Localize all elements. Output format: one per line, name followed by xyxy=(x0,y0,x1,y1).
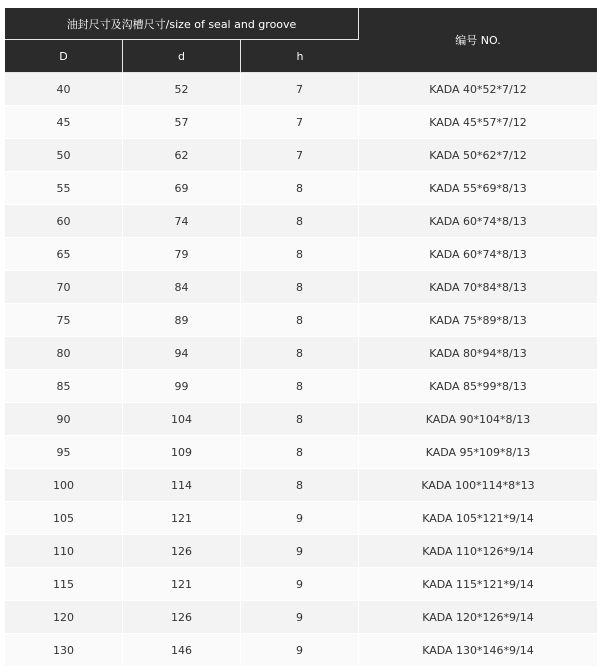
cell-inner-d: 126 xyxy=(123,535,241,568)
table-row xyxy=(5,370,597,403)
cell-h: 8 xyxy=(241,403,359,436)
cell-part-number: KADA 40*52*7/12 xyxy=(359,73,597,106)
cell-h: 9 xyxy=(241,502,359,535)
cell-inner-d: 94 xyxy=(123,337,241,370)
table-row xyxy=(5,271,597,304)
cell-inner-d: 69 xyxy=(123,172,241,205)
cell-part-number: KADA 80*94*8/13 xyxy=(359,337,597,370)
cell-outer-d: 115 xyxy=(5,568,123,601)
cell-h: 7 xyxy=(241,73,359,106)
cell-outer-d: 80 xyxy=(5,337,123,370)
cell-h: 9 xyxy=(241,568,359,601)
cell-outer-d: 70 xyxy=(5,271,123,304)
table-row xyxy=(5,106,597,139)
cell-h: 8 xyxy=(241,172,359,205)
cell-inner-d: 89 xyxy=(123,304,241,337)
cell-inner-d: 104 xyxy=(123,403,241,436)
cell-part-number: KADA 60*74*8/13 xyxy=(359,205,597,238)
cell-inner-d: 57 xyxy=(123,106,241,139)
column-header-part-number: 编号 NO. xyxy=(359,8,597,73)
cell-outer-d: 55 xyxy=(5,172,123,205)
cell-outer-d: 90 xyxy=(5,403,123,436)
cell-outer-d: 40 xyxy=(5,73,123,106)
cell-h: 8 xyxy=(241,337,359,370)
cell-part-number: KADA 130*146*9/14 xyxy=(359,634,597,667)
cell-part-number: KADA 105*121*9/14 xyxy=(359,502,597,535)
cell-part-number: KADA 75*89*8/13 xyxy=(359,304,597,337)
table-header xyxy=(5,8,597,73)
cell-h: 8 xyxy=(241,238,359,271)
cell-inner-d: 114 xyxy=(123,469,241,502)
cell-h: 8 xyxy=(241,304,359,337)
table-row xyxy=(5,403,597,436)
cell-inner-d: 52 xyxy=(123,73,241,106)
table-row xyxy=(5,238,597,271)
group-header-seal-groove-size: 油封尺寸及沟槽尺寸/size of seal and groove xyxy=(5,8,359,40)
cell-inner-d: 109 xyxy=(123,436,241,469)
cell-part-number: KADA 100*114*8*13 xyxy=(359,469,597,502)
cell-h: 8 xyxy=(241,436,359,469)
cell-outer-d: 105 xyxy=(5,502,123,535)
table-row xyxy=(5,568,597,601)
table-row xyxy=(5,304,597,337)
table-body xyxy=(5,73,597,667)
cell-outer-d: 45 xyxy=(5,106,123,139)
table-row xyxy=(5,436,597,469)
cell-part-number: KADA 115*121*9/14 xyxy=(359,568,597,601)
cell-outer-d: 100 xyxy=(5,469,123,502)
cell-outer-d: 50 xyxy=(5,139,123,172)
cell-h: 8 xyxy=(241,205,359,238)
cell-h: 8 xyxy=(241,370,359,403)
cell-inner-d: 146 xyxy=(123,634,241,667)
table-row xyxy=(5,205,597,238)
cell-part-number: KADA 45*57*7/12 xyxy=(359,106,597,139)
cell-outer-d: 65 xyxy=(5,238,123,271)
cell-outer-d: 120 xyxy=(5,601,123,634)
column-header-inner-d: d xyxy=(123,40,241,73)
table-row xyxy=(5,172,597,205)
cell-part-number: KADA 70*84*8/13 xyxy=(359,271,597,304)
table-row xyxy=(5,337,597,370)
cell-outer-d: 130 xyxy=(5,634,123,667)
cell-inner-d: 79 xyxy=(123,238,241,271)
cell-h: 7 xyxy=(241,139,359,172)
table-row xyxy=(5,139,597,172)
cell-outer-d: 60 xyxy=(5,205,123,238)
cell-inner-d: 121 xyxy=(123,502,241,535)
cell-inner-d: 84 xyxy=(123,271,241,304)
cell-h: 8 xyxy=(241,469,359,502)
cell-inner-d: 74 xyxy=(123,205,241,238)
cell-part-number: KADA 60*74*8/13 xyxy=(359,238,597,271)
cell-h: 7 xyxy=(241,106,359,139)
seal-size-table xyxy=(5,8,597,667)
table-row xyxy=(5,535,597,568)
cell-part-number: KADA 55*69*8/13 xyxy=(359,172,597,205)
cell-h: 9 xyxy=(241,535,359,568)
cell-inner-d: 99 xyxy=(123,370,241,403)
cell-outer-d: 95 xyxy=(5,436,123,469)
cell-h: 8 xyxy=(241,271,359,304)
cell-inner-d: 62 xyxy=(123,139,241,172)
table-row xyxy=(5,469,597,502)
cell-part-number: KADA 85*99*8/13 xyxy=(359,370,597,403)
table-row xyxy=(5,634,597,667)
cell-inner-d: 121 xyxy=(123,568,241,601)
cell-part-number: KADA 95*109*8/13 xyxy=(359,436,597,469)
cell-outer-d: 75 xyxy=(5,304,123,337)
table-row xyxy=(5,502,597,535)
column-header-outer-d: D xyxy=(5,40,123,73)
cell-outer-d: 110 xyxy=(5,535,123,568)
cell-outer-d: 85 xyxy=(5,370,123,403)
cell-part-number: KADA 50*62*7/12 xyxy=(359,139,597,172)
cell-h: 9 xyxy=(241,634,359,667)
cell-inner-d: 126 xyxy=(123,601,241,634)
cell-h: 9 xyxy=(241,601,359,634)
column-header-h: h xyxy=(241,40,359,73)
cell-part-number: KADA 90*104*8/13 xyxy=(359,403,597,436)
cell-part-number: KADA 120*126*9/14 xyxy=(359,601,597,634)
table-row xyxy=(5,73,597,106)
cell-part-number: KADA 110*126*9/14 xyxy=(359,535,597,568)
table-row xyxy=(5,601,597,634)
